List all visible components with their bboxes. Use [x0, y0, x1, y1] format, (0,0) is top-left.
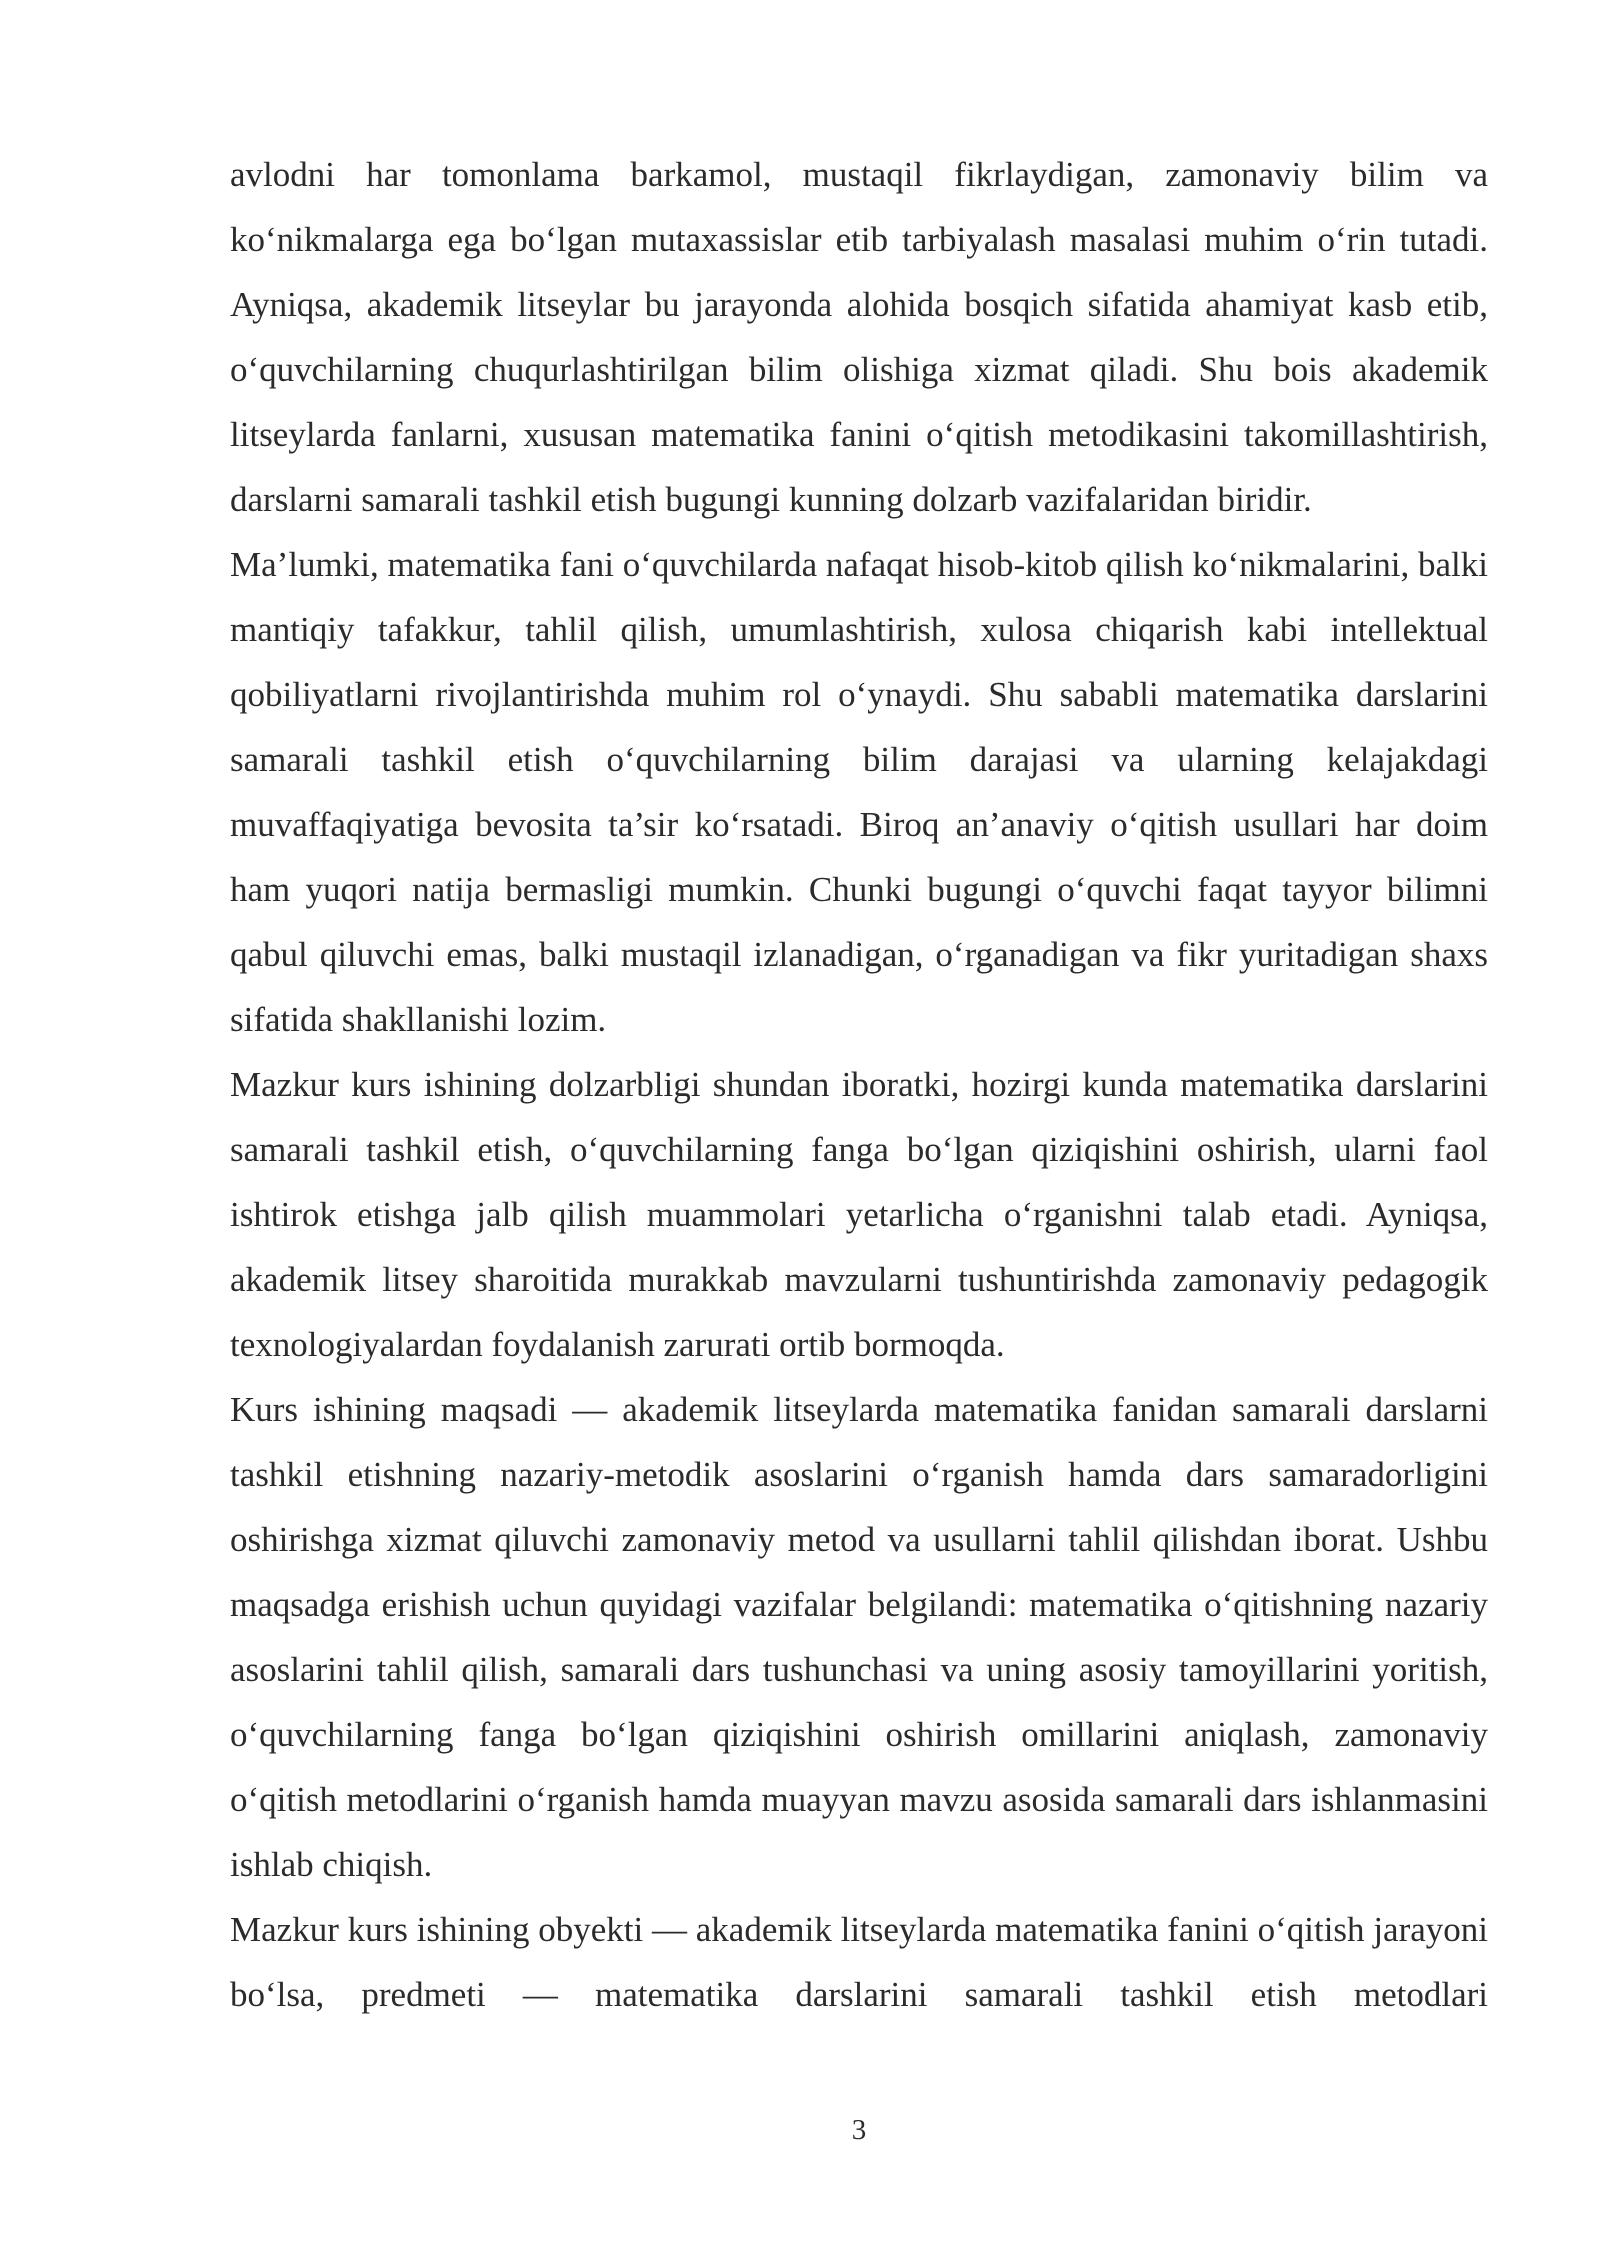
paragraph-mathematics-importance: Ma’lumki, matematika fani o‘quvchilarda nafaqat hisob-kitob qilish ko‘nikmalarini, balki mantiqiy tafakkur, tahlil qilish, umumlashtirish, xulosa chiqarish kabi intellektual qobiliyatlarni rivojlantirishda muhim rol o‘ynaydi. Shu sababli matematika darslarini samarali tashkil etish o‘quvchilarning bilim darajasi va ularning kelajakdagi muvaffaqiyatiga bevosita ta’sir ko‘rsatadi. Biroq an’anaviy o‘qitish usullari har doim ham yuqori natija bermasligi mumkin. Chunki bugungi o‘quvchi faqat tayyor bilimni qabul qiluvchi emas, balki mustaqil izlanadigan, o‘rganadigan va fikr yuritadigan shaxs sifatida shakllanishi lozim.	[230, 545, 1488, 1039]
page-number: 3	[851, 2114, 867, 2146]
paragraph-relevance: Mazkur kurs ishining dolzarbligi shundan iboratki, hozirgi kunda matematika darslarini samarali tashkil etish, o‘quvchilarning fanga bo‘lgan qiziqishini oshirish, ularni faol ishtirok etishga jalb qilish muammolari yetarlicha o‘rganishni talab etadi. Ayniqsa, akademik litsey sharoitida murakkab mavzularni tushuntirishda zamonaviy pedagogik texnologiyalardan foydalanish zarurati ortib bormoqda.	[230, 1065, 1488, 1364]
paragraph-goal-and-tasks: Kurs ishining maqsadi — akademik litseylarda matematika fanidan samarali darslarni tashkil etishning nazariy-metodik asoslarini o‘rganish hamda dars samaradorligini oshirishga xizmat qiluvchi zamonaviy metod va usullarni tahlil qilishdan iborat. Ushbu maqsadga erishish uchun quyidagi vazifalar belgilandi: matematika o‘qitishning nazariy asoslarini tahlil qilish, samarali dars tushunchasi va uning asosiy tamoyillarini yoritish, o‘quvchilarning fanga bo‘lgan qiziqishini oshirish omillarini aniqlash, zamonaviy o‘qitish metodlarini o‘rganish hamda muayyan mavzu asosida samarali dars ishlanmasini ishlab chiqish.	[230, 1390, 1488, 1884]
paragraph-object-subject: Mazkur kurs ishining obyekti — akademik litseylarda matematika fanini o‘qitish jarayoni bo‘lsa, predmeti — matematika darslarini samarali tashkil etish metodlari	[230, 1910, 1488, 2014]
paragraph-generation-upbringing: avlodni har tomonlama barkamol, mustaqil fikrlaydigan, zamonaviy bilim va ko‘nikmalarga ega bo‘lgan mutaxassislar etib tarbiyalash masalasi muhim o‘rin tutadi. Ayniqsa, akademik litseylar bu jarayonda alohida bosqich sifatida ahamiyat kasb etib, o‘quvchilarning chuqurlashtirilgan bilim olishiga xizmat qiladi. Shu bois akademik litseylarda fanlarni, xususan matematika fanini o‘qitish metodikasini takomillashtirish, darslarni samarali tashkil etish bugungi kunning dolzarb vazifalaridan biridir.	[230, 155, 1488, 519]
body-text	[230, 142, 1488, 2027]
